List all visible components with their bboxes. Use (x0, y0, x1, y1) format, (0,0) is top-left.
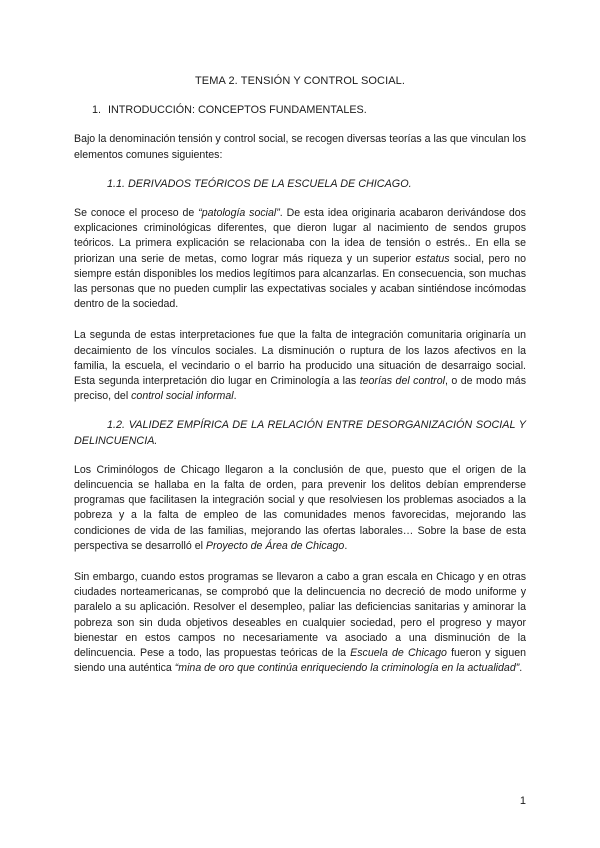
paragraph-2-emphasis-control: control social informal (131, 390, 234, 403)
paragraph-1-emphasis-estatus: estatus (415, 252, 450, 265)
section-heading-text: INTRODUCCIÓN: CONCEPTOS FUNDAMENTALES. (108, 104, 367, 117)
paragraph-4 (74, 570, 526, 676)
paragraph-4-text-e: . (519, 662, 523, 675)
paragraph-4-emphasis-escuela: Escuela de Chicago (350, 647, 447, 660)
subsection-heading-1-2: 1.2. VALIDEZ EMPÍRICA DE LA RELACIÓN ENTRE DESORGANIZACIÓN SOCIAL Y DELINCUENCIA. (74, 419, 526, 447)
section-heading (92, 103, 526, 118)
paragraph-4-emphasis-quote: “mina de oro que continúa enriqueciendo la criminología en la actualidad” (174, 662, 520, 675)
paragraph-2-text-e: . (233, 390, 237, 403)
paragraph-4-text-a: Sin embargo, cuando estos programas se llevaron a cabo a gran escala en Chicago y en otras ciudades norteamericanas, se comprobó que la delincuencia no decreció de modo uniforme y paralelo a su aplicación. Resolver el desempleo, paliar las deficiencias sanitarias y aminorar la pobreza son sin duda objetivos deseables en cualquier sociedad, pero el progreso y mayor bienestar en estos campos no necesariamente va asociado a una disminución de la delincuencia. Pese a todo, las propuestas teóricas de la (74, 571, 526, 660)
paragraph-1-text-c: . De esta idea originaria acabaron derivándose dos explicaciones criminológicas diferentes, que dieron lugar al nacimiento de sendos grupos teóricos. La primera explicación se relacionaba con la idea de tensión o estrés.. En ella se priorizan una serie de metas, como lograr más riqueza y un superior (74, 207, 526, 265)
paragraph-2-text-a: La segunda de estas interpretaciones fue que la falta de integración comunitaria originaría un decaimiento de los vínculos sociales. La disminución o ruptura de los lazos afectivos en la familia, la escuela, el vecindario o el barrio ha producido una situación de desarraigo social. Esta segunda interpretación dio lugar en Criminología a las (74, 329, 526, 388)
intro-paragraph: Bajo la denominación tensión y control social, se recogen diversas teorías a las que vinculan los elementos comunes siguientes: (74, 133, 526, 161)
paragraph-1-text-a: Se conoce el proceso de (74, 207, 199, 220)
paragraph-3-emphasis-proyecto: Proyecto de Área de Chicago (205, 539, 345, 552)
paragraph-3-text-a: Los Criminólogos de Chicago llegaron a la conclusión de que, puesto que el origen de la delincuencia se hallaba en la falta de orden, para prevenir los delitos debían emprenderse programas que facilitasen la integración social y que resolviesen los problemas asociados a la pobreza y a la falta de empleo de las comunidades menos favorecidas, mejorando las condiciones de vida de las familias, mejorando las ofertas laborales… Sobre la base de esta perspectiva se desarrolló el (74, 463, 526, 552)
section-number: 1. (92, 104, 102, 117)
paragraph-4-text-c: fueron y siguen siendo una auténtica (74, 647, 526, 675)
paragraph-3 (74, 463, 526, 554)
paragraph-1-text-e: social, pero no siempre están disponibles los medios legítimos para alcanzarlas. En consecuencia, son muchas las personas que no pueden cumplir las expectativas sociales y acaban sintiéndose incómodas dentro de la sociedad. (74, 252, 526, 311)
page-number: 1 (519, 795, 526, 807)
paragraph-1 (74, 206, 526, 312)
subsection-heading-1-1: 1.1. DERIVADOS TEÓRICOS DE LA ESCUELA DE CHICAGO. (107, 177, 412, 190)
paragraph-3-text-c: . (344, 539, 348, 552)
paragraph-2-emphasis-teorias: teorías del control (359, 375, 445, 388)
document-title: TEMA 2. TENSIÓN Y CONTROL SOCIAL. (194, 75, 406, 87)
page-content (74, 74, 526, 691)
paragraph-2-text-c: , o de modo más preciso, del (74, 375, 526, 403)
paragraph-2 (74, 328, 526, 404)
paragraph-1-emphasis-patologia: “patología social” (198, 207, 280, 220)
